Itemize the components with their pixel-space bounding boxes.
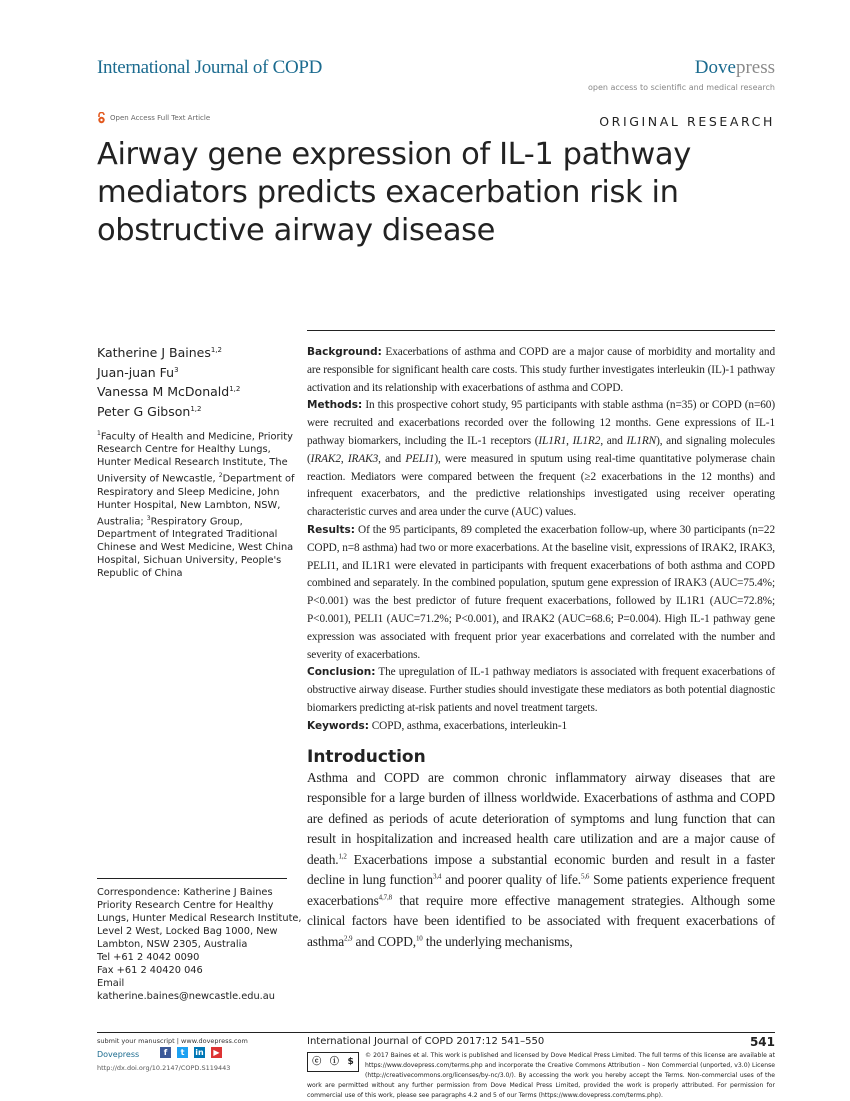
doi-link[interactable]: http://dx.doi.org/10.2147/COPD.S119443 <box>97 1064 231 1072</box>
gene: IL1R2 <box>572 434 601 447</box>
citation-ref[interactable]: 1,2 <box>338 852 347 861</box>
text: Some patients experience frequent exacerbations <box>307 872 776 908</box>
cc-license-icon[interactable] <box>307 1052 359 1072</box>
text: Exacerbations of asthma and COPD are a major cause of morbidity and mortality and are responsible for significant health care costs. This study further investigates interleukin (IL)-1 pathway activation and its relationship with exacerbations of asthma and COPD. <box>307 346 775 394</box>
linkedin-icon[interactable]: in <box>195 1048 204 1057</box>
author <box>97 362 240 382</box>
text: ), and signaling molecules ( <box>307 434 775 465</box>
citation-ref[interactable]: 10 <box>415 934 423 943</box>
footer-citation: International Journal of COPD 2017:12 541–550 <box>307 1036 545 1047</box>
abstract-conclusion <box>307 664 775 717</box>
abstract-background <box>307 344 775 397</box>
text: The upregulation of IL-1 pathway mediators is associated with frequent exacerbations of obstructive airway disease. Further studies should investigate these mediators as both potential diagnostic biomarkers predicting at-risk patients and novel treatment targets. <box>307 666 775 714</box>
label: Methods: <box>307 399 363 412</box>
author-name: Juan-juan Fu <box>97 364 175 380</box>
text: , <box>340 452 348 465</box>
author-name: Vanessa M McDonald <box>97 384 230 400</box>
corr-line: Tel +61 2 4042 0090 <box>97 952 200 963</box>
affiliation: Faculty of Health and Medicine, Priority Research Centre for Healthy Lungs, Hunter Medical Research Institute, The University of Newcastle, <box>97 431 293 485</box>
introduction-text <box>307 768 775 953</box>
text: , and <box>600 434 627 447</box>
twitter-icon[interactable]: t <box>177 1047 188 1058</box>
abstract <box>307 344 775 736</box>
publisher-dove: Dove <box>694 57 736 78</box>
cc-icon: ⓒ <box>312 1057 322 1067</box>
text: Of the 95 participants, 89 completed the exacerbation follow-up, where 30 participants (n=22 COPD, n=8 asthma) had two or more exacerbations. At the baseline visit, expressions of IRAK2, IRAK3, PELI1, and IL1R1 were elevated in participants with frequent exacerbations of both asthma and COPD combined and separately. In the combined population, sputum gene expression of IRAK3 (AUC=75.4%; P<0.001) was the best predictor of future frequent exacerbations, followed by IL1R1 (AUC=72.8%; P<0.001), PELI1 (AUC=71.2%; P<0.001), and IRAK2 (AUC=68.6; P=0.004). High IL-1 pathway gene expression was associated with frequent prior year exacerbations and correlated with the number and severity of exacerbations. <box>307 523 775 661</box>
affiliation: Respiratory Group, Department of Integrated Traditional Chinese and West Medicine, West China Hospital, Sichuan University, People's Republic of China <box>97 515 294 579</box>
author <box>97 381 240 401</box>
label: Results: <box>307 523 355 536</box>
affil-sup: 2 <box>218 472 223 480</box>
abstract-results <box>307 522 775 664</box>
article-title: Airway gene expression of IL-1 pathway mediators predicts exacerbation risk in obstructive airway disease <box>97 137 691 248</box>
publisher-tagline: open access to scientific and medical research <box>588 83 775 92</box>
label: Background: <box>307 346 382 358</box>
gene: PELI1 <box>405 452 435 465</box>
author-sup: 1,2 <box>210 346 222 354</box>
keywords <box>307 718 775 736</box>
author-name: Katherine J Baines <box>97 345 211 361</box>
text: , and <box>378 452 406 465</box>
publisher-logo <box>695 57 775 79</box>
author <box>97 401 240 421</box>
text: and COPD, <box>352 933 416 949</box>
citation-ref[interactable]: 2,9 <box>344 934 353 943</box>
citation-ref[interactable]: 3,4 <box>432 872 442 881</box>
label: Keywords: <box>307 719 369 732</box>
page-number: 541 <box>749 1035 775 1049</box>
correspondence <box>97 886 302 1003</box>
open-access-text: Open Access Full Text Article <box>110 114 211 122</box>
main-column <box>307 344 775 952</box>
author-sup: 1,2 <box>190 404 202 413</box>
author-list <box>97 342 240 421</box>
journal-name: International Journal of COPD <box>97 57 323 78</box>
affil-sup: 3 <box>146 514 151 522</box>
corr-line: Lungs, Hunter Medical Research Institute, <box>97 913 302 924</box>
open-access-icon <box>97 112 106 124</box>
text: In this prospective cohort study, 95 participants with stable asthma (n=35) or COPD (n=60) were recruited and exacerbations recorded over the following 12 months. Gene expressions of IL-1 pathway biomarkers, including the IL-1 receptors ( <box>307 399 775 447</box>
text: , <box>566 434 573 447</box>
corr-line: Fax +61 2 40420 046 <box>97 965 203 976</box>
author-sup: 3 <box>174 365 179 374</box>
license-text: © 2017 Baines et al. This work is published and licensed by Dove Medical Press Limited. The full terms of this license are available at https://www.dovepress.com/terms.php and incorporate the Creative Commons Attribution – Non Commercial (unported, v3.0) License (http://creativecommons.org/licenses/by-nc/3.0/). By accessing the work you hereby accept the Terms. Non-commercial uses of the work are permitted without any further permission from Dove Medical Press Limited, provided the work is properly attributed. For permission for commercial use of this work, please see paragraphs 4.2 and 5 of our Terms (https://www.dovepress.com/terms.php). <box>307 1052 775 1099</box>
article-type: ORIGINAL RESEARCH <box>599 114 775 129</box>
footer-divider <box>97 1032 775 1033</box>
citation-ref[interactable]: 5,6 <box>580 872 590 881</box>
license-block <box>307 1051 775 1101</box>
corr-line: Correspondence: Katherine J Baines <box>97 887 273 898</box>
author-sup: 1,2 <box>229 385 241 394</box>
label: Conclusion: <box>307 666 376 679</box>
footer-dovepress-logo: Dovepress <box>97 1050 140 1059</box>
gene: IRAK2 <box>310 452 341 465</box>
publisher-press: press <box>735 57 775 78</box>
open-access-label <box>97 112 210 124</box>
gene: IL1RN <box>626 434 657 447</box>
corr-line: Priority Research Centre for Healthy <box>97 900 274 911</box>
youtube-icon[interactable]: ▶ <box>211 1047 222 1058</box>
text: the underlying mechanisms, <box>422 933 573 949</box>
social-links <box>160 1047 222 1058</box>
citation-ref[interactable]: 4,7,8 <box>378 893 392 902</box>
gene: IL1R1 <box>538 434 567 447</box>
text: and poorer quality of life. <box>441 872 581 888</box>
text: COPD, asthma, exacerbations, interleukin-1 <box>368 719 568 732</box>
text: Exacerbations impose a substantial economic burden and result in a faster decline in lung function <box>307 851 775 888</box>
affiliations <box>97 427 297 580</box>
facebook-icon[interactable]: f <box>160 1047 171 1058</box>
by-icon: ⓘ <box>329 1057 339 1067</box>
corr-line: Lambton, NSW 2305, Australia <box>97 939 248 950</box>
gene: IRAK3 <box>347 452 379 465</box>
corr-email[interactable]: Email katherine.baines@newcastle.edu.au <box>97 978 275 1002</box>
abstract-divider <box>307 330 775 331</box>
corr-line: Level 2 West, Locked Bag 1000, New <box>97 926 278 937</box>
text: Asthma and COPD are common chronic inflammatory airway diseases that are responsible for a large burden of illness worldwide. Exacerbations of asthma and COPD are defined as periods of acute deterioration of symptoms and lung function that can result in hospitalization and increased health care utilization and are a major cause of death. <box>307 769 775 867</box>
nc-icon: $ <box>347 1057 354 1067</box>
affiliation: Department of Respiratory and Sleep Medicine, John Hunter Hospital, New Lambton, NSW, Australia; <box>97 473 295 527</box>
submit-manuscript-link[interactable]: submit your manuscript | www.dovepress.com <box>97 1037 248 1045</box>
author-name: Peter G Gibson <box>97 404 191 420</box>
correspondence-divider <box>97 878 287 879</box>
section-heading: Introduction <box>307 746 426 767</box>
affil-sup: 1 <box>97 430 101 437</box>
author <box>97 342 240 362</box>
text: that require more effective management strategies. Although some clinical factors have been identified to be associated with frequent exacerbations of asthma <box>307 892 775 949</box>
abstract-methods <box>307 397 775 522</box>
text: ), were measured in sputum using real-time quantitative polymerase chain reaction. Mediators were compared between the frequent (≥2 exacerbations in the 12 months) and infrequent exacerbators, and the predictive relationships investigated using receiver operating characteristic curves and area under the curve (AUC) values. <box>307 452 775 519</box>
